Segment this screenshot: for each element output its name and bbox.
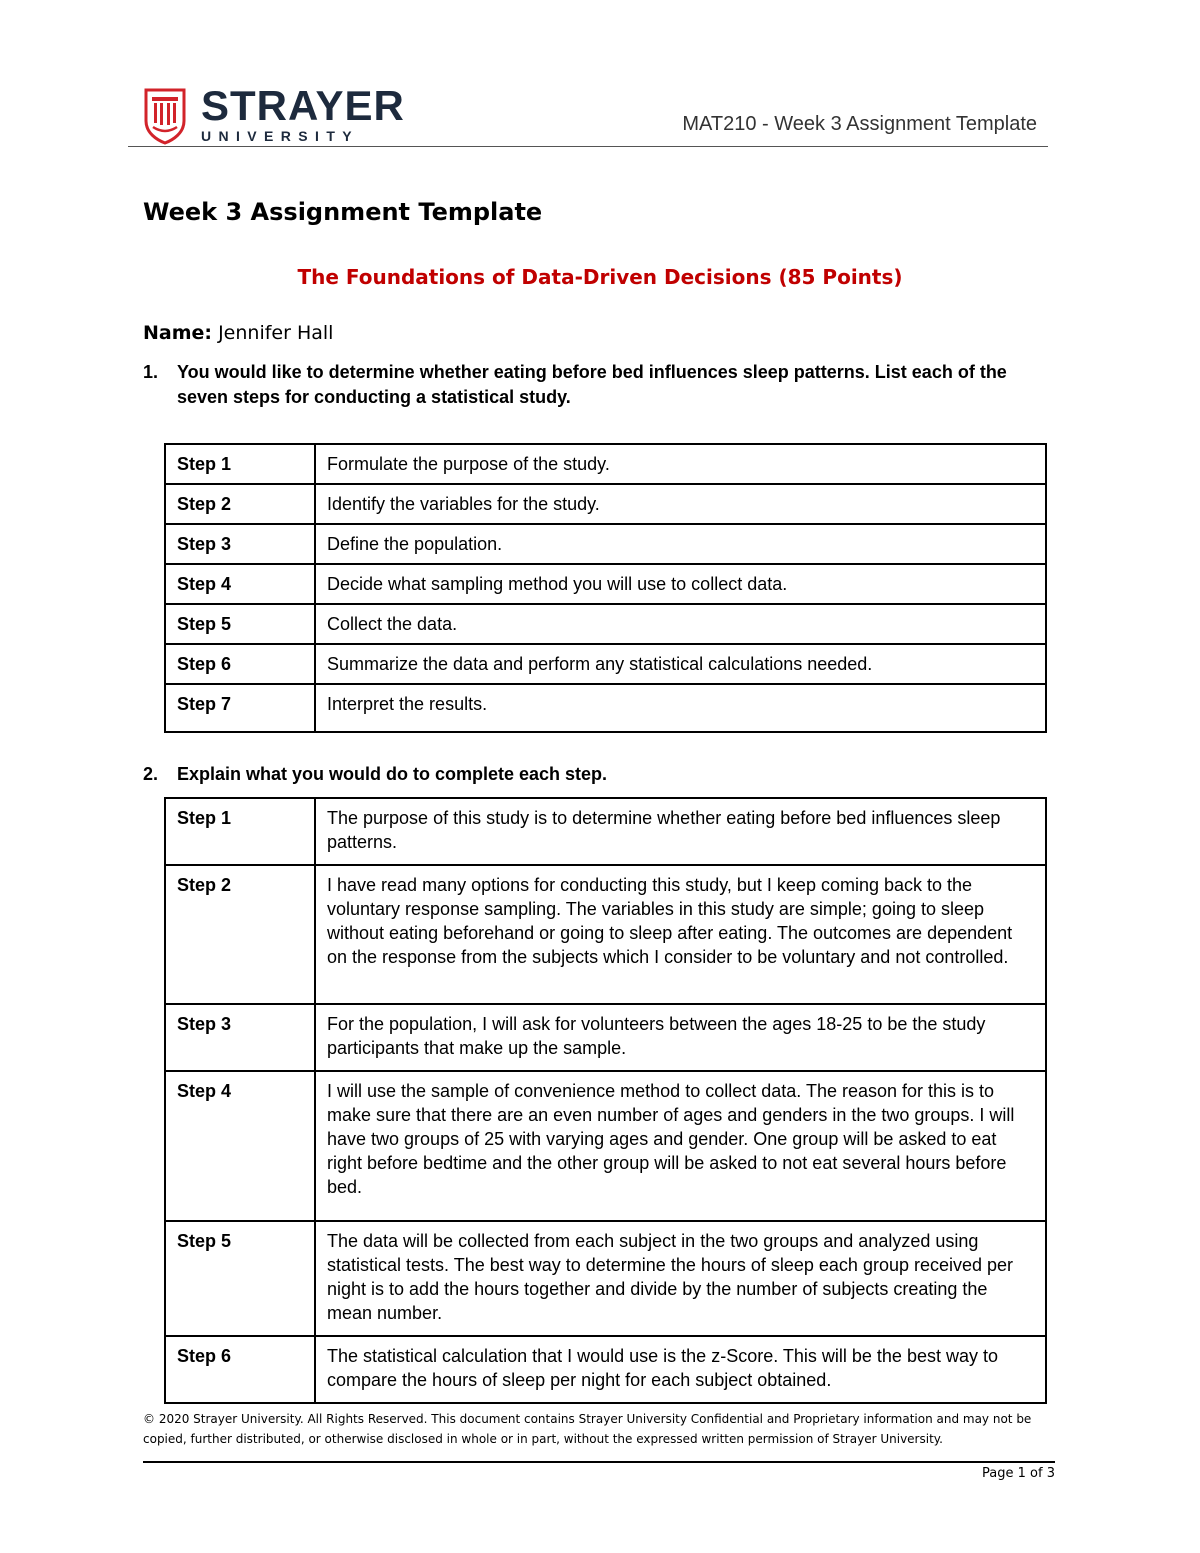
document-subtitle: The Foundations of Data-Driven Decisions (85 Points) — [297, 265, 903, 289]
step-label: Step 6 — [165, 644, 315, 684]
copyright-notice: © 2020 Strayer University. All Rights Reserved. This document contains Strayer University Confidential and Proprietary information and may not be copied, further distributed, or otherwise disclosed in whole or in part, without the expressed written permission of Strayer University. — [143, 1412, 1032, 1446]
step-text: Formulate the purpose of the study. — [315, 444, 1046, 484]
step-text: Identify the variables for the study. — [315, 484, 1046, 524]
name-label: Name: — [143, 322, 213, 344]
header-divider — [128, 146, 1048, 147]
step-label: Step 1 — [165, 798, 315, 865]
name-line — [143, 322, 333, 344]
step-label: Step 4 — [165, 1071, 315, 1221]
header-doc-label: MAT210 - Week 3 Assignment Template — [682, 113, 1037, 135]
step-text: Interpret the results. — [315, 684, 1046, 732]
table-row — [165, 798, 1046, 865]
step-text: The purpose of this study is to determine whether eating before bed influences sleep patterns. — [315, 798, 1046, 865]
step-text: Decide what sampling method you will use to collect data. — [315, 564, 1046, 604]
steps-explanation-table — [164, 797, 1047, 1404]
logo-brand: STRAYER — [201, 82, 405, 129]
question-number: 2. — [143, 764, 159, 784]
step-label: Step 6 — [165, 1336, 315, 1403]
strayer-seal-icon — [143, 87, 187, 145]
table-row — [165, 1071, 1046, 1221]
page-number: Page 1 of 3 — [982, 1466, 1055, 1481]
step-label: Step 2 — [165, 484, 315, 524]
step-label: Step 3 — [165, 1004, 315, 1071]
question-2 — [143, 762, 1053, 787]
question-1 — [143, 360, 1053, 410]
table-row — [165, 604, 1046, 644]
table-row — [165, 1004, 1046, 1071]
table-row — [165, 1221, 1046, 1336]
step-label: Step 4 — [165, 564, 315, 604]
step-text: I will use the sample of convenience method to collect data. The reason for this is to make sure that there are an even number of ages and genders in the two groups. I will have two groups of 25 with varying ages and gender. One group will be asked to eat right before bedtime and the other group will be asked to not eat several hours before bed. — [315, 1071, 1046, 1221]
strayer-logo — [143, 82, 405, 145]
table-row — [165, 484, 1046, 524]
step-label: Step 2 — [165, 865, 315, 1004]
step-text: Define the population. — [315, 524, 1046, 564]
step-text: Collect the data. — [315, 604, 1046, 644]
table-row — [165, 865, 1046, 1004]
table-row — [165, 1336, 1046, 1403]
step-text: The statistical calculation that I would use is the z-Score. This will be the best way to compare the hours of sleep per night for each subject obtained. — [315, 1336, 1046, 1403]
step-label: Step 5 — [165, 604, 315, 644]
table-row — [165, 644, 1046, 684]
step-text: The data will be collected from each subject in the two groups and analyzed using statistical tests. The best way to determine the hours of sleep each group received per night is to add the hours together and divide by the number of subjects creating the mean number. — [315, 1221, 1046, 1336]
step-label: Step 1 — [165, 444, 315, 484]
question-text: You would like to determine whether eating before bed influences sleep patterns. List each of the seven steps for conducting a statistical study. — [177, 362, 1007, 407]
step-text: For the population, I will ask for volunteers between the ages 18-25 to be the study participants that make up the sample. — [315, 1004, 1046, 1071]
question-number: 1. — [143, 362, 159, 382]
strayer-wordmark — [201, 82, 405, 144]
step-text: I have read many options for conducting this study, but I keep coming back to the voluntary response sampling. The variables in this study are simple; going to sleep without eating beforehand or going to sleep after eating. The outcomes are dependent on the response from the subjects which I consider to be voluntary and not controlled. — [315, 865, 1046, 1004]
steps-list-table — [164, 443, 1047, 733]
question-text: Explain what you would do to complete each step. — [177, 764, 608, 784]
table-row — [165, 444, 1046, 484]
logo-sub: UNIVERSITY — [201, 128, 360, 144]
table-row — [165, 684, 1046, 732]
name-value: Jennifer Hall — [218, 322, 334, 344]
document-title: Week 3 Assignment Template — [143, 198, 543, 226]
table-row — [165, 524, 1046, 564]
step-label: Step 3 — [165, 524, 315, 564]
step-text: Summarize the data and perform any statistical calculations needed. — [315, 644, 1046, 684]
footer-divider — [143, 1461, 1055, 1463]
step-label: Step 7 — [165, 684, 315, 732]
table-row — [165, 564, 1046, 604]
step-label: Step 5 — [165, 1221, 315, 1336]
